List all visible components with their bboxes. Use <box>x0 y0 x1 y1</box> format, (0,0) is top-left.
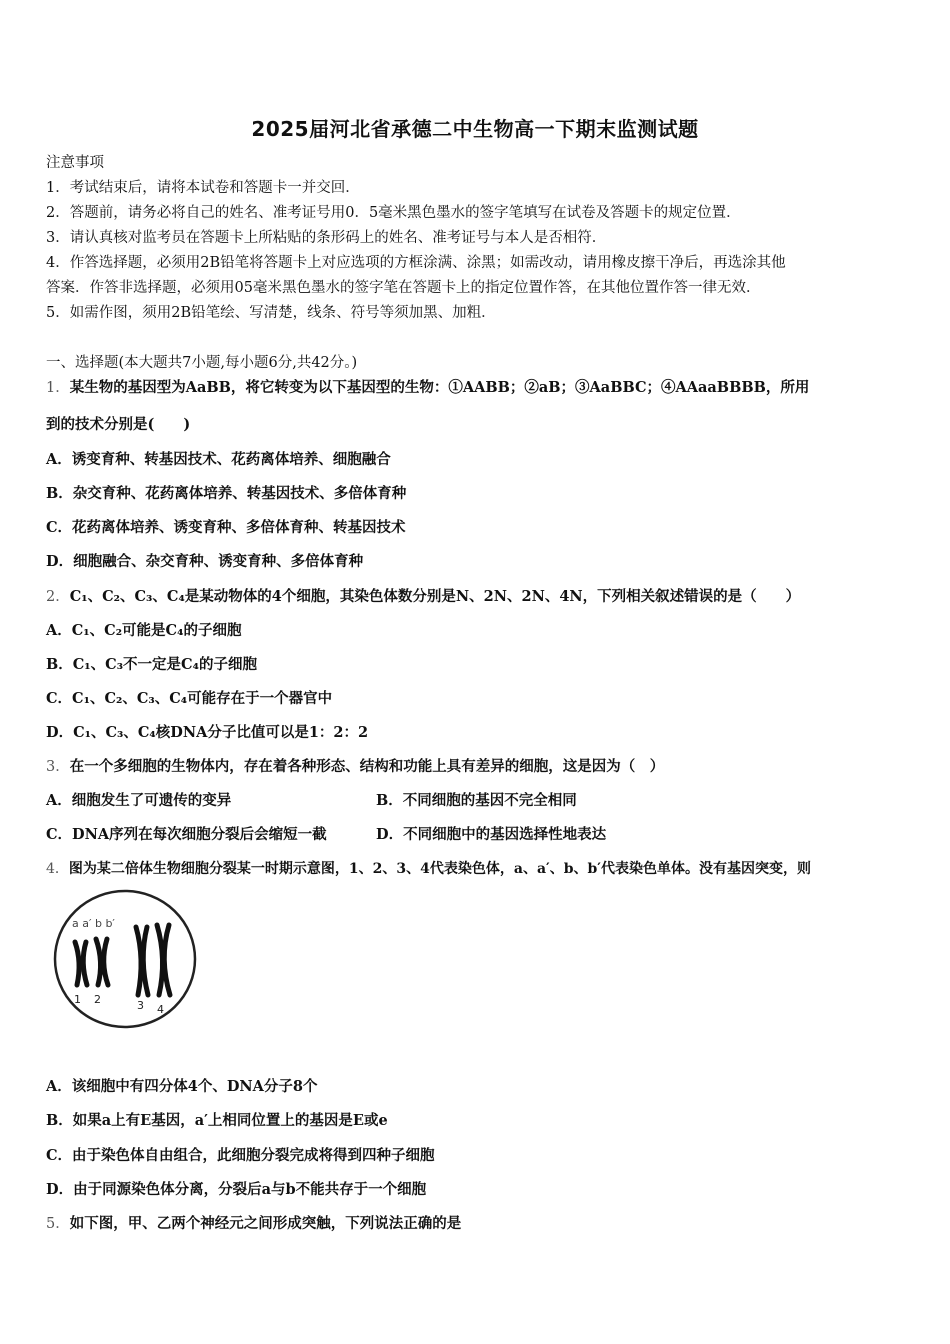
question-text: C₁、C₂、C₃、C₄是某动物体的4个细胞，其染色体数分别是N、2N、2N、4N，下列相关叙述错误的是（ ） <box>69 588 801 605</box>
question-text: 某生物的基因型为AaBB，将它转变为以下基因型的生物：①AABB；②aB；③AaBBC；④AAaaBBBB，所用 <box>69 379 810 396</box>
option-d <box>376 826 606 843</box>
option-b <box>376 792 577 809</box>
option-label: A． <box>46 792 72 809</box>
notice-item: 1．考试结束后，请将本试卷和答题卡一并交回． <box>46 180 360 196</box>
option-label: A． <box>46 451 72 468</box>
option-d <box>46 550 363 571</box>
notice-item: 答案．作答非选择题，必须用05毫米黑色墨水的签字笔在答题卡上的指定位置作答，在其他位置作答一律无效． <box>46 280 761 296</box>
option-label: A． <box>46 1078 72 1095</box>
chromosome-number: 3 <box>137 999 144 1012</box>
option-text: 由于同源染色体分离，分裂后a与b不能共存于一个细胞 <box>73 1181 427 1198</box>
question-1 <box>46 376 809 397</box>
cell-division-figure <box>50 887 200 1032</box>
option-b <box>46 1109 388 1130</box>
cell-membrane <box>55 891 195 1027</box>
option-label: C． <box>46 519 73 536</box>
notice-item: 4．作答选择题，必须用2B铅笔将答题卡上对应选项的方框涂满、涂黑；如需改动，请用橡皮擦干净后，再选涂其他 <box>46 255 786 271</box>
option-text: 不同细胞中的基因选择性地表达 <box>403 826 607 843</box>
option-text: 花药离体培养、诱变育种、多倍体育种、转基因技术 <box>72 519 406 536</box>
question-number: 3． <box>46 759 70 775</box>
option-c <box>46 687 332 708</box>
chromosome-3 <box>136 927 148 995</box>
question-4 <box>46 858 811 878</box>
option-label: D． <box>46 724 74 741</box>
option-label: B． <box>376 792 403 809</box>
question-number: 1． <box>46 380 70 396</box>
question-text: 如下图，甲、乙两个神经元之间形成突触，下列说法正确的是 <box>69 1215 462 1232</box>
option-text: 如果a上有E基因，a′上相同位置上的基因是E或e <box>72 1112 388 1129</box>
notice-heading: 注意事项 <box>46 155 104 171</box>
option-label: A． <box>46 622 72 639</box>
option-text: C₁、C₂、C₃、C₄可能存在于一个器官中 <box>72 690 333 707</box>
chromosome-1 <box>75 942 87 985</box>
option-d <box>46 1178 426 1199</box>
option-b <box>46 482 406 503</box>
chromosome-number: 4 <box>157 1003 164 1016</box>
notice-item: 5．如需作图，须用2B铅笔绘、写清楚，线条、符号等须加黑、加粗． <box>46 305 496 321</box>
notice-item: 2．答题前，请务必将自己的姓名、准考证号用0．5毫米黑色墨水的签字笔填写在试卷及答题卡的规定位置． <box>46 205 741 221</box>
chromosome-4 <box>157 925 170 995</box>
option-text: C₁、C₂可能是C₄的子细胞 <box>71 622 242 639</box>
option-a <box>46 619 241 640</box>
option-a <box>46 448 391 469</box>
option-text: 细胞发生了可遗传的变异 <box>71 792 232 809</box>
option-text: 由于染色体自由组合，此细胞分裂完成将得到四种子细胞 <box>72 1147 435 1164</box>
chromosome-number: 1 <box>74 993 81 1006</box>
option-row <box>46 823 606 844</box>
option-a <box>46 1075 318 1096</box>
option-text: 不同细胞的基因不完全相同 <box>402 792 577 809</box>
chromatid-labels: a a′ b b′ <box>72 917 115 930</box>
option-label: D． <box>46 1181 74 1198</box>
option-label: C． <box>46 690 73 707</box>
question-number: 5． <box>46 1216 70 1232</box>
option-label: D． <box>376 826 404 843</box>
question-3 <box>46 755 664 776</box>
question-number: 4． <box>46 861 69 877</box>
notice-item: 3．请认真核对监考员在答题卡上所粘贴的条形码上的姓名、准考证号与本人是否相符． <box>46 230 607 246</box>
option-c <box>46 823 376 844</box>
option-a <box>46 789 376 810</box>
option-text: 该细胞中有四分体4个、DNA分子8个 <box>71 1078 318 1095</box>
option-b <box>46 653 257 674</box>
question-text: 图为某二倍体生物细胞分裂某一时期示意图，1、2、3、4代表染色体，a、a′、b、b′代表染色单体。没有基因突变，则 <box>68 861 811 877</box>
page-title: 2025届河北省承德二中生物高一下期末监测试题 <box>251 117 699 141</box>
question-1-continued: 到的技术分别是( ) <box>46 416 191 433</box>
option-label: C． <box>46 826 73 843</box>
option-c <box>46 516 406 537</box>
option-text: 杂交育种、花药离体培养、转基因技术、多倍体育种 <box>72 485 407 502</box>
option-row <box>46 789 577 810</box>
option-text: 诱变育种、转基因技术、花药离体培养、细胞融合 <box>71 451 391 468</box>
question-2 <box>46 585 800 606</box>
option-text: C₁、C₃不一定是C₄的子细胞 <box>72 656 257 673</box>
option-label: B． <box>46 656 73 673</box>
option-d <box>46 721 368 742</box>
question-number: 2． <box>46 589 70 605</box>
option-text: DNA序列在每次细胞分裂后会缩短一截 <box>72 826 327 843</box>
chromosome-2 <box>96 939 108 985</box>
question-5 <box>46 1212 461 1233</box>
option-c <box>46 1144 435 1165</box>
question-text: 在一个多细胞的生物体内，存在着各种形态、结构和功能上具有差异的细胞，这是因为（ ） <box>69 758 665 775</box>
section-heading: 一、选择题(本大题共7小题,每小题6分,共42分。) <box>46 355 358 371</box>
option-label: B． <box>46 1112 73 1129</box>
option-label: D． <box>46 553 74 570</box>
option-text: C₁、C₃、C₄核DNA分子比值可以是1：2：2 <box>73 724 369 741</box>
option-text: 细胞融合、杂交育种、诱变育种、多倍体育种 <box>73 553 364 570</box>
option-label: C． <box>46 1147 73 1164</box>
option-label: B． <box>46 485 73 502</box>
chromosome-number: 2 <box>94 993 101 1006</box>
